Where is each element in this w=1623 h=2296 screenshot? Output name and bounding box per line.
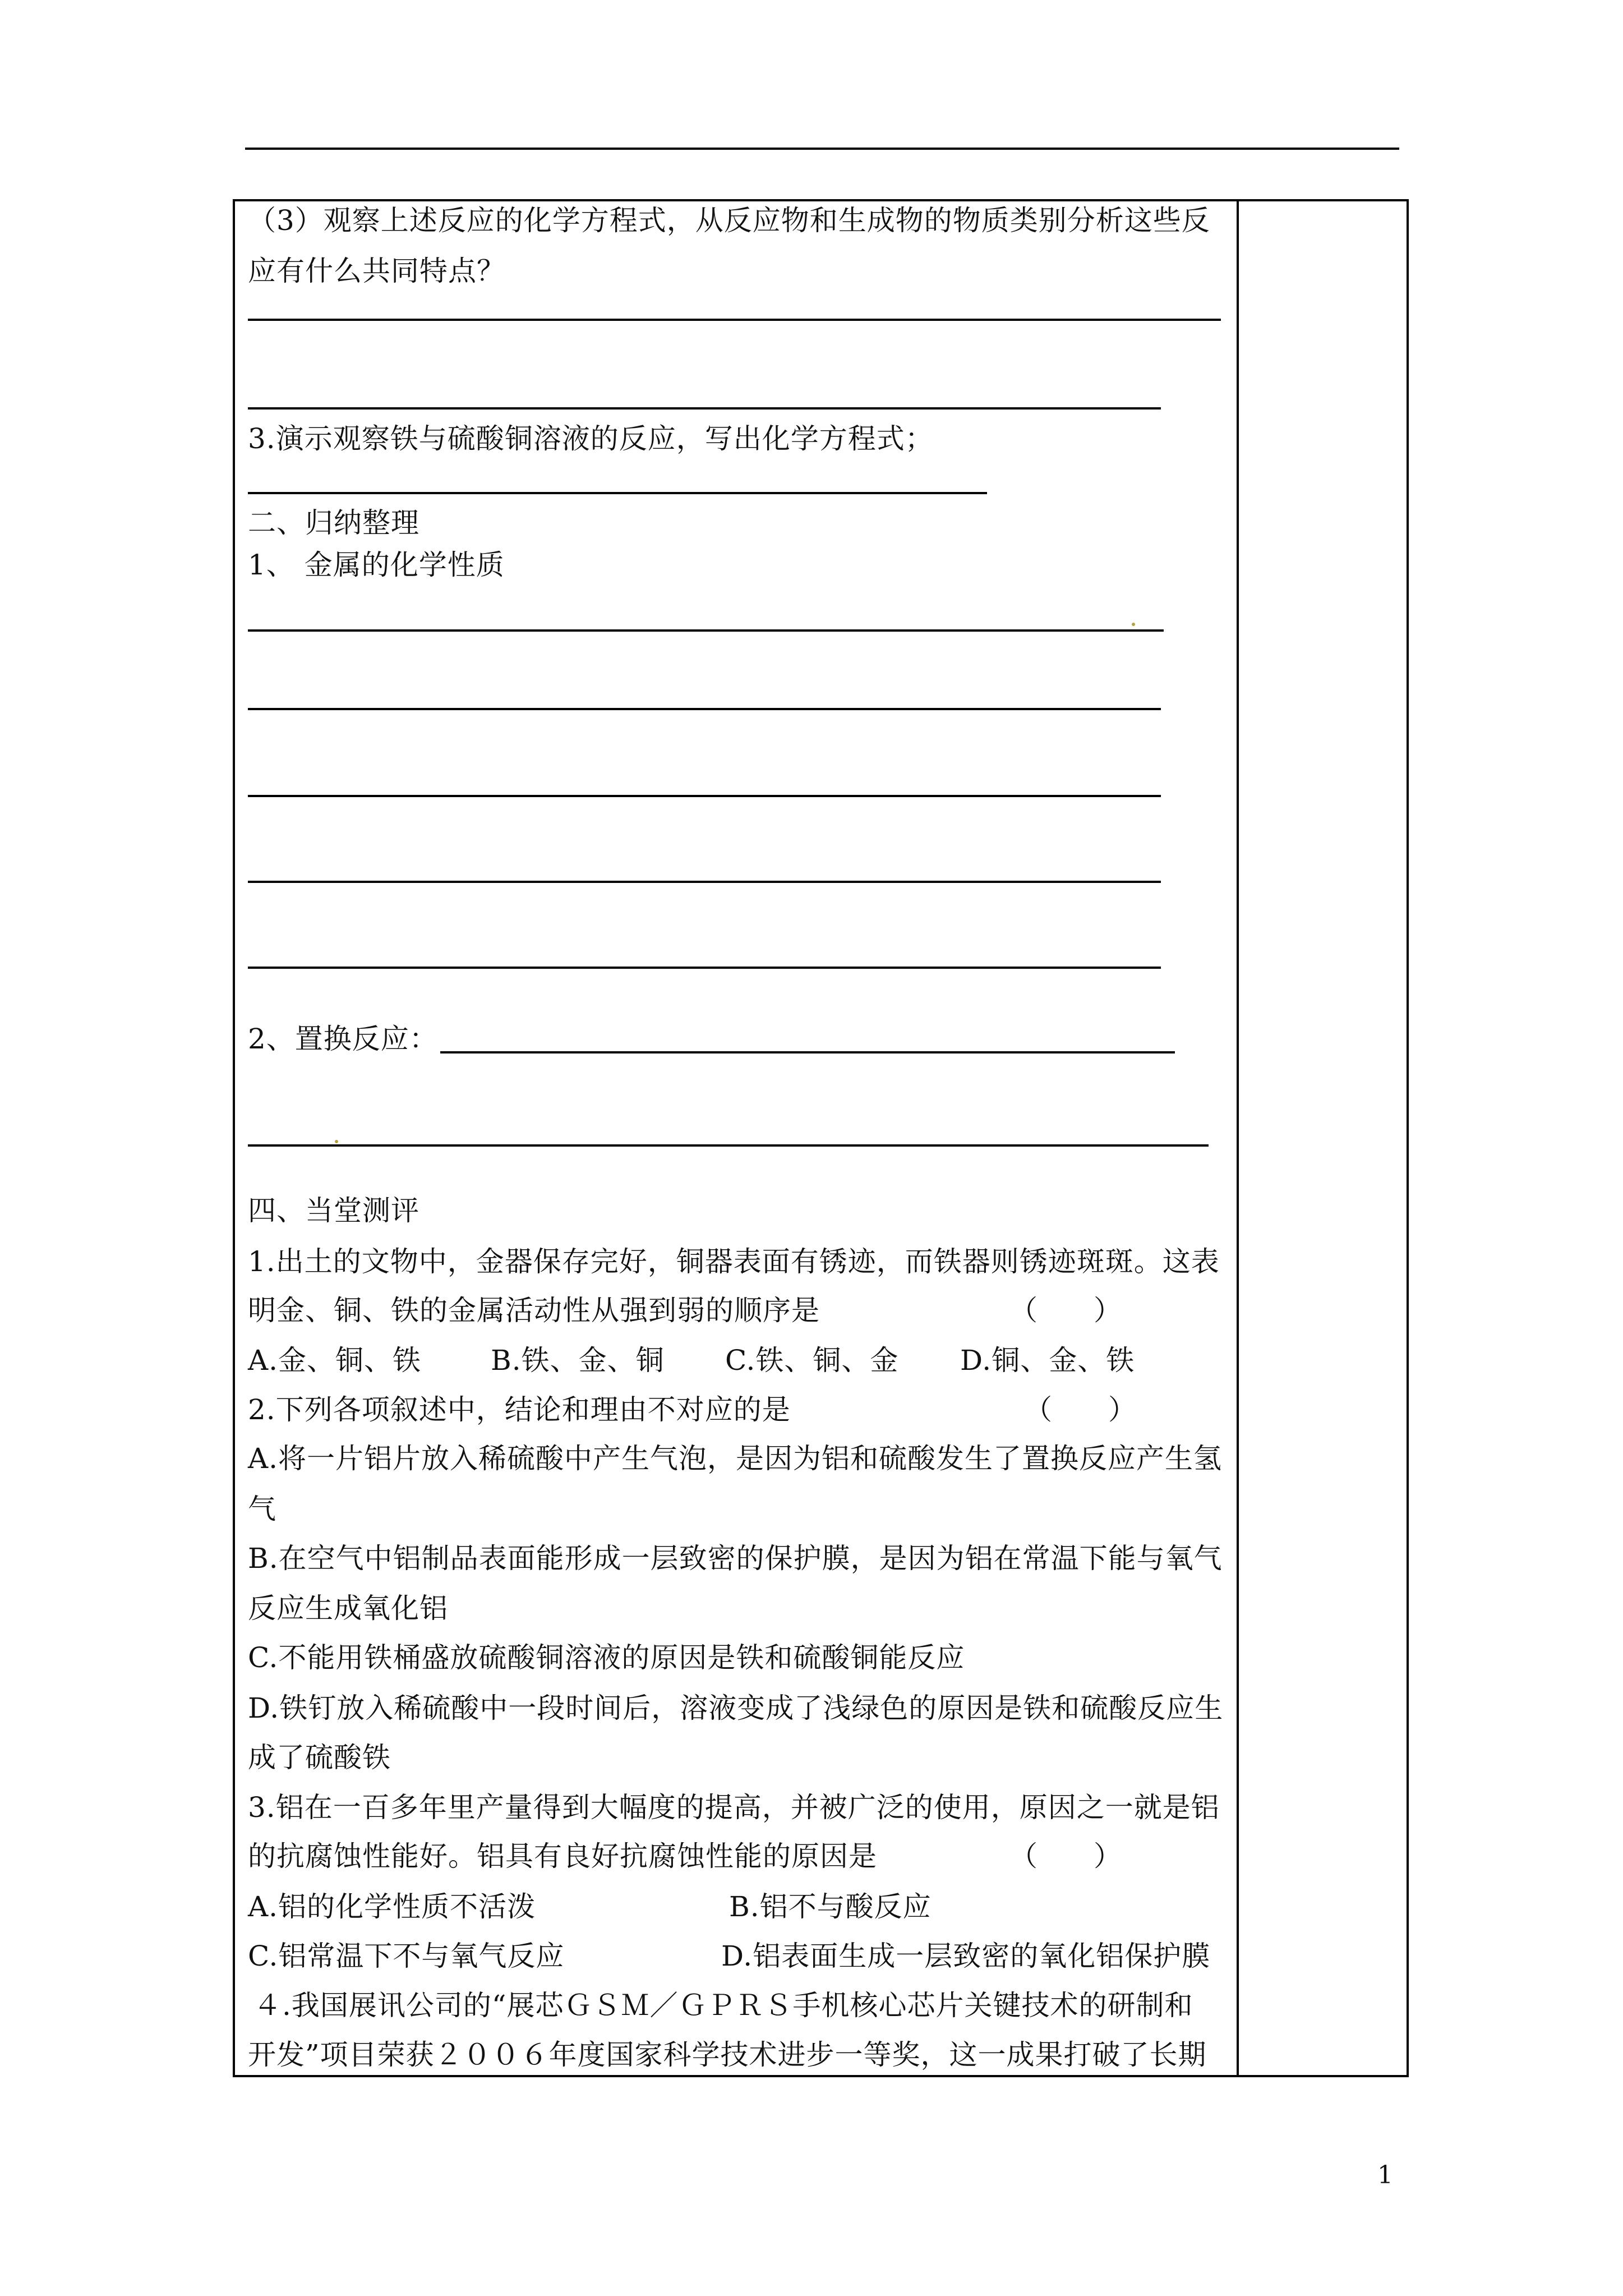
q3b-answer-paren: （ ） — [1009, 1840, 1122, 1872]
scan-speck — [335, 1140, 338, 1143]
q1-option-b: B.铁、金、铜 — [491, 1344, 665, 1377]
answer-line — [248, 629, 1164, 632]
subheading-metal-properties: 1、 金属的化学性质 — [248, 549, 505, 581]
subheading-displacement-reaction: 2、置换反应： — [248, 1023, 438, 1055]
scan-speck — [1132, 623, 1135, 626]
answer-line — [248, 492, 987, 494]
q2-option-b-line2: 反应生成氧化铝 — [248, 1592, 448, 1625]
q3b-line2: 的抗腐蚀性能好。铝具有良好抗腐蚀性能的原因是 — [248, 1840, 877, 1872]
q3-prompt-line2: 应有什么共同特点？ — [248, 255, 505, 287]
q2-option-d-line2: 成了硫酸铁 — [248, 1741, 391, 1774]
q3b-line1: 3.铝在一百多年里产量得到大幅度的提高，并被广泛的使用，原因之一就是铝 — [248, 1791, 1220, 1824]
q1-option-d: D.铜、金、铁 — [960, 1344, 1135, 1377]
q1-line2: 明金、铜、铁的金属活动性从强到弱的顺序是 — [248, 1294, 820, 1327]
q1-line1: 1.出土的文物中，金器保存完好，铜器表面有锈迹，而铁器则锈迹斑斑。这表 — [248, 1245, 1220, 1278]
q3b-option-c: C.铝常温下不与氧气反应 — [248, 1940, 565, 1972]
q2-option-c: C.不能用铁桶盛放硫酸铜溶液的原因是铁和硫酸铜能反应 — [248, 1641, 965, 1674]
q2-option-a-line1: A.将一片铝片放入稀硫酸中产生气泡，是因为铝和硫酸发生了置换反应产生氢 — [248, 1442, 1223, 1475]
answer-line — [248, 708, 1161, 710]
q4-line1: ４.我国展讯公司的“展芯ＧＳＭ／ＧＰＲＳ手机核心芯片关键技术的研制和 — [253, 1989, 1193, 2022]
section-4-heading: 四、当堂测评 — [248, 1194, 419, 1227]
answer-line — [248, 1144, 1209, 1147]
answer-line — [440, 1051, 1175, 1053]
q2-option-b-line1: B.在空气中铝制品表面能形成一层致密的保护膜，是因为铝在常温下能与氧气 — [248, 1542, 1223, 1575]
q3-prompt-line1: （3）观察上述反应的化学方程式，从反应物和生成物的物质类别分析这些反 — [248, 204, 1210, 237]
answer-line — [248, 795, 1161, 797]
table-column-divider — [1237, 199, 1239, 2077]
header-rule — [245, 148, 1399, 150]
q2-line1: 2.下列各项叙述中，结论和理由不对应的是 — [248, 1393, 791, 1426]
section-2-heading: 二、归纳整理 — [248, 507, 419, 539]
q3b-option-a: A.铝的化学性质不活泼 — [248, 1890, 536, 1923]
q2-option-a-line2: 气 — [248, 1493, 276, 1525]
item3-text: 3.演示观察铁与硫酸铜溶液的反应，写出化学方程式； — [248, 422, 934, 455]
q1-option-a: A.金、铜、铁 — [248, 1344, 422, 1377]
q1-answer-paren: （ ） — [1009, 1294, 1122, 1327]
q1-option-c: C.铁、铜、金 — [725, 1344, 899, 1377]
answer-line — [248, 319, 1221, 321]
q2-option-d-line1: D.铁钉放入稀硫酸中一段时间后，溶液变成了浅绿色的原因是铁和硫酸反应生 — [248, 1692, 1224, 1724]
answer-line — [248, 407, 1161, 409]
q3b-option-b: B.铝不与酸反应 — [729, 1890, 932, 1923]
q3b-option-d: D.铝表面生成一层致密的氧化铝保护膜 — [721, 1940, 1211, 1972]
q4-line2: 开发”项目荣获２００６年度国家科学技术进步一等奖，这一成果打破了长期 — [248, 2039, 1207, 2071]
answer-line — [248, 881, 1161, 883]
q2-answer-paren: （ ） — [1024, 1393, 1136, 1426]
answer-line — [248, 967, 1161, 969]
page-number: 1 — [1377, 2161, 1393, 2189]
